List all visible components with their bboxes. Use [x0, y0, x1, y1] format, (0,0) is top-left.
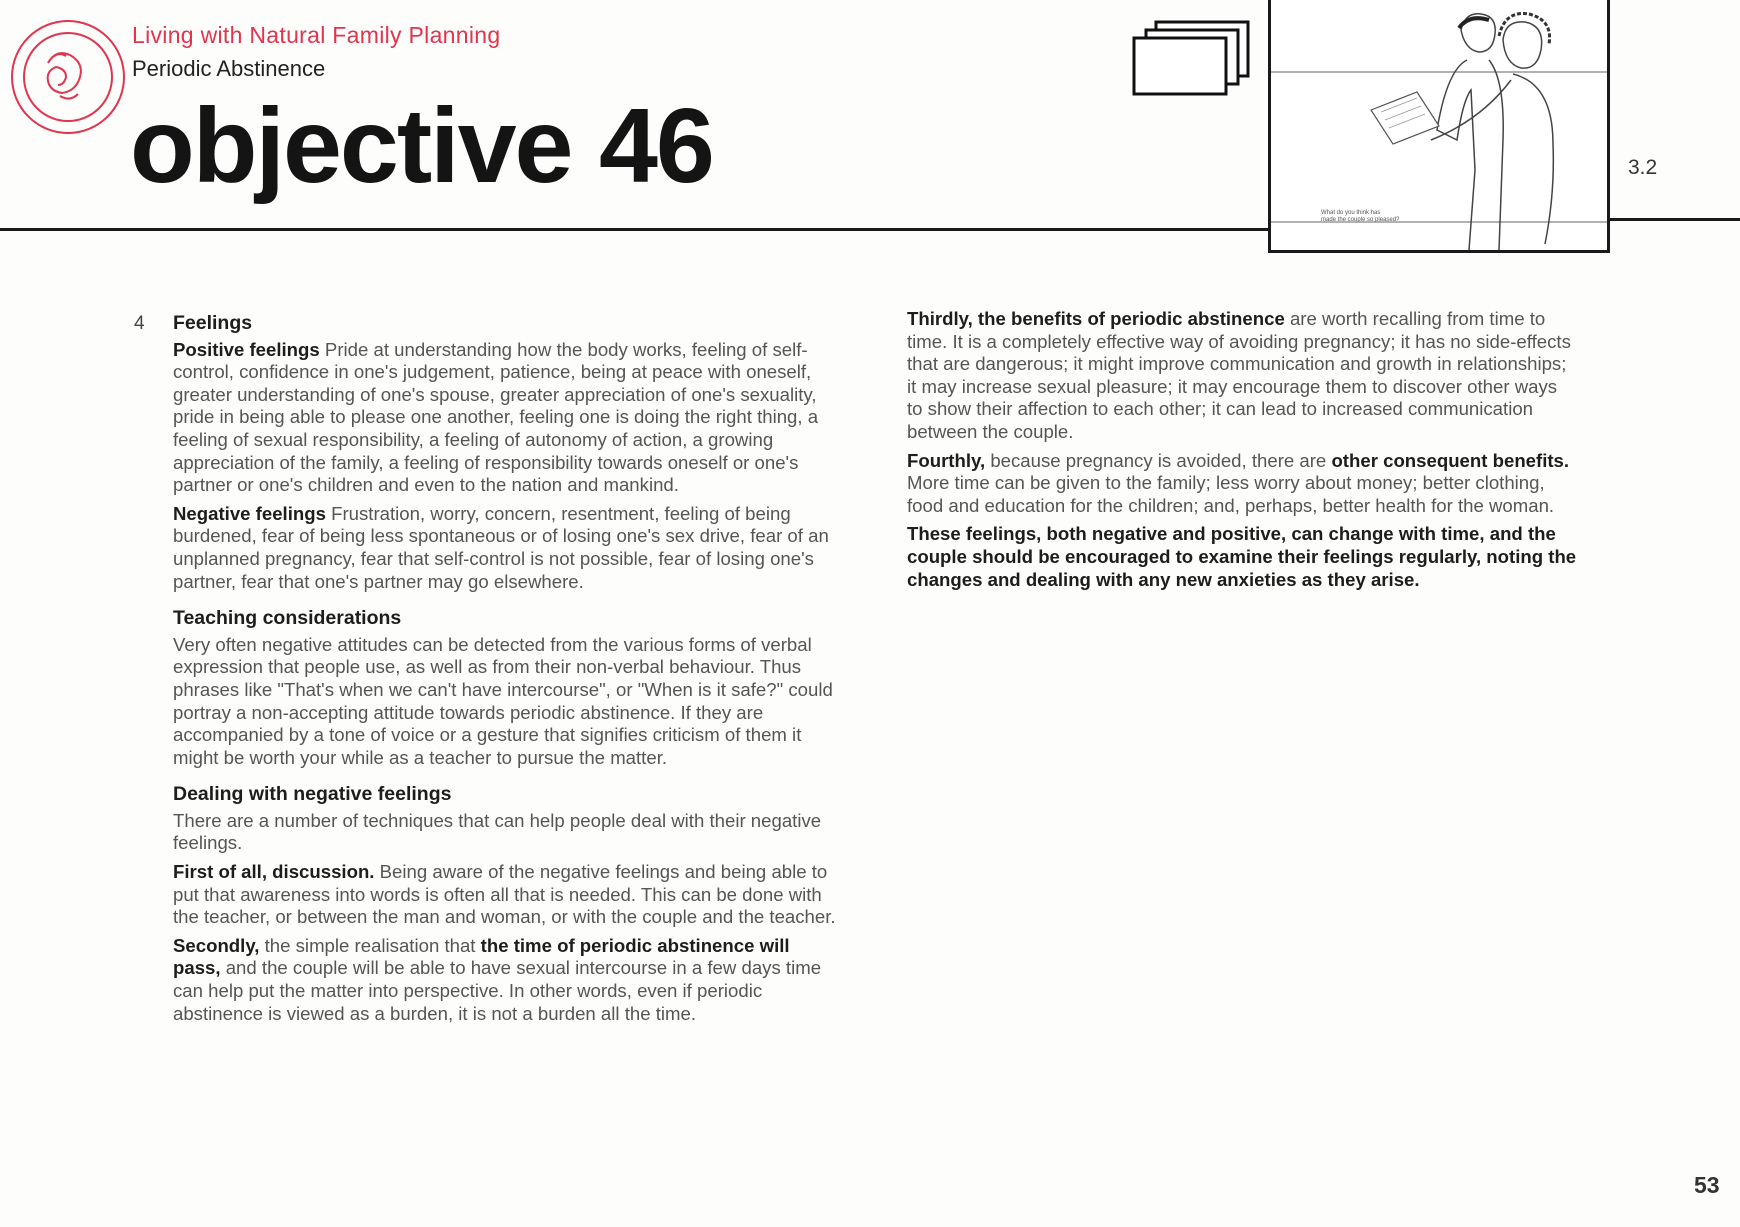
first-text: Being aware of the negative feelings and being able to put that awareness into words is often all that is needed. This can be done with the teacher, or between the man and woman, or with the couple and the teacher.: [173, 861, 836, 928]
first-paragraph: [173, 861, 838, 929]
left-column: [173, 312, 838, 1031]
section-number: 3.2: [1628, 156, 1658, 179]
objective-title: objective 46: [130, 87, 713, 205]
fertility-logo-icon: [8, 18, 128, 136]
header-divider: [0, 228, 1270, 231]
couple-illustration: [1268, 0, 1610, 253]
item-number: 4: [134, 313, 145, 334]
dealing-heading: Dealing with negative feelings: [173, 783, 452, 806]
third-text: are worth recalling from time to time. It is a completely effective way of avoiding pregnancy; it has no side-effects that are dangerous; it might improve communication and growth in relationships; it may increase sexual pleasure; it may encourage them to discover other ways to show their affection to each other; it can lead to increased communication between the couple.: [907, 308, 1571, 442]
second-text-a: the simple realisation that: [264, 934, 476, 956]
fourth-text-a: because pregnancy is avoided, there are: [990, 449, 1327, 471]
second-text-b: and the couple will be able to have sexual intercourse in a few days time can help put the matter into perspective. In other words, even if periodic abstinence is viewed as a burden, it is not a burden all the time.: [173, 957, 822, 1024]
header-divider-right: [1610, 218, 1740, 221]
fourth-bold: other consequent benefits.: [1331, 449, 1570, 471]
positive-feelings-text: Pride at understanding how the body works, feeling of self-control, confidence in one's judgement, patience, being at peace with oneself, greater understanding of one's spouse, greater appreciation of one's sexuality, pride in being able to please one another, feeling one is doing the right thing, a feeling of sexual responsibility, a feeling of autonomy of action, a growing appreciation of the family, a feeling of responsibility towards oneself or one's partner or one's children and even to the nation and mankind.: [173, 338, 819, 496]
third-paragraph: [907, 308, 1577, 444]
negative-feelings-text: Frustration, worry, concern, resentment, feeling of being burdened, fear of being less spontaneous or of losing one's sex drive, fear of an unplanned pregnancy, fear that self-control is not possible, fear of losing one's partner, fear that one's partner may go elsewhere.: [173, 502, 829, 592]
feelings-heading: Feelings: [173, 312, 253, 334]
fourth-text-b: More time can be given to the family; less worry about money; better clothing, food and education for the children; and, perhaps, better health for the woman.: [907, 472, 1555, 516]
fourth-label: Fourthly,: [907, 449, 986, 471]
positive-feelings-label: Positive feelings: [173, 338, 320, 360]
fourth-paragraph: [907, 450, 1577, 518]
caption-line-2: made the couple so pleased?: [1321, 217, 1400, 223]
teaching-paragraph: Very often negative attitudes can be detected from the various forms of verbal expression that people use, as well as from their non-verbal behaviour. Thus phrases like "That's when we can't have intercourse", or "When is it safe?" could portray a non-accepting attitude towards periodic abstinence. If they are accompanied by a tone of voice or a gesture that signifies criticism of them it might be worth your while as a teacher to pursue the matter.: [173, 633, 833, 768]
negative-feelings-label: Negative feelings: [173, 502, 326, 524]
illustration-caption: [1321, 210, 1399, 224]
page-number: 53: [1694, 1172, 1720, 1198]
first-label: First of all, discussion.: [173, 861, 375, 883]
series-title: Living with Natural Family Planning: [132, 22, 501, 48]
dealing-paragraph: There are a number of techniques that can help people deal with their negative feelings.: [173, 809, 822, 854]
teaching-heading: Teaching considerations: [173, 607, 402, 630]
third-label: Thirdly, the benefits of periodic abstinence: [907, 308, 1285, 329]
second-label: Secondly,: [173, 934, 260, 956]
page-subtitle: Periodic Abstinence: [132, 56, 326, 81]
positive-feelings-paragraph: [173, 339, 838, 497]
stacked-cards-icon: [1128, 20, 1253, 98]
second-paragraph: [173, 935, 838, 1025]
right-column: [907, 308, 1577, 597]
closing-paragraph: These feelings, both negative and positive, can change with time, and the couple should be encouraged to examine their feelings regularly, noting the changes and dealing with any new anxieties as they arise.: [907, 523, 1577, 590]
negative-feelings-paragraph: [173, 503, 838, 593]
second-bold: the time of periodic abstinence will pass,: [173, 934, 790, 979]
caption-line-1: What do you think has: [1321, 210, 1381, 216]
